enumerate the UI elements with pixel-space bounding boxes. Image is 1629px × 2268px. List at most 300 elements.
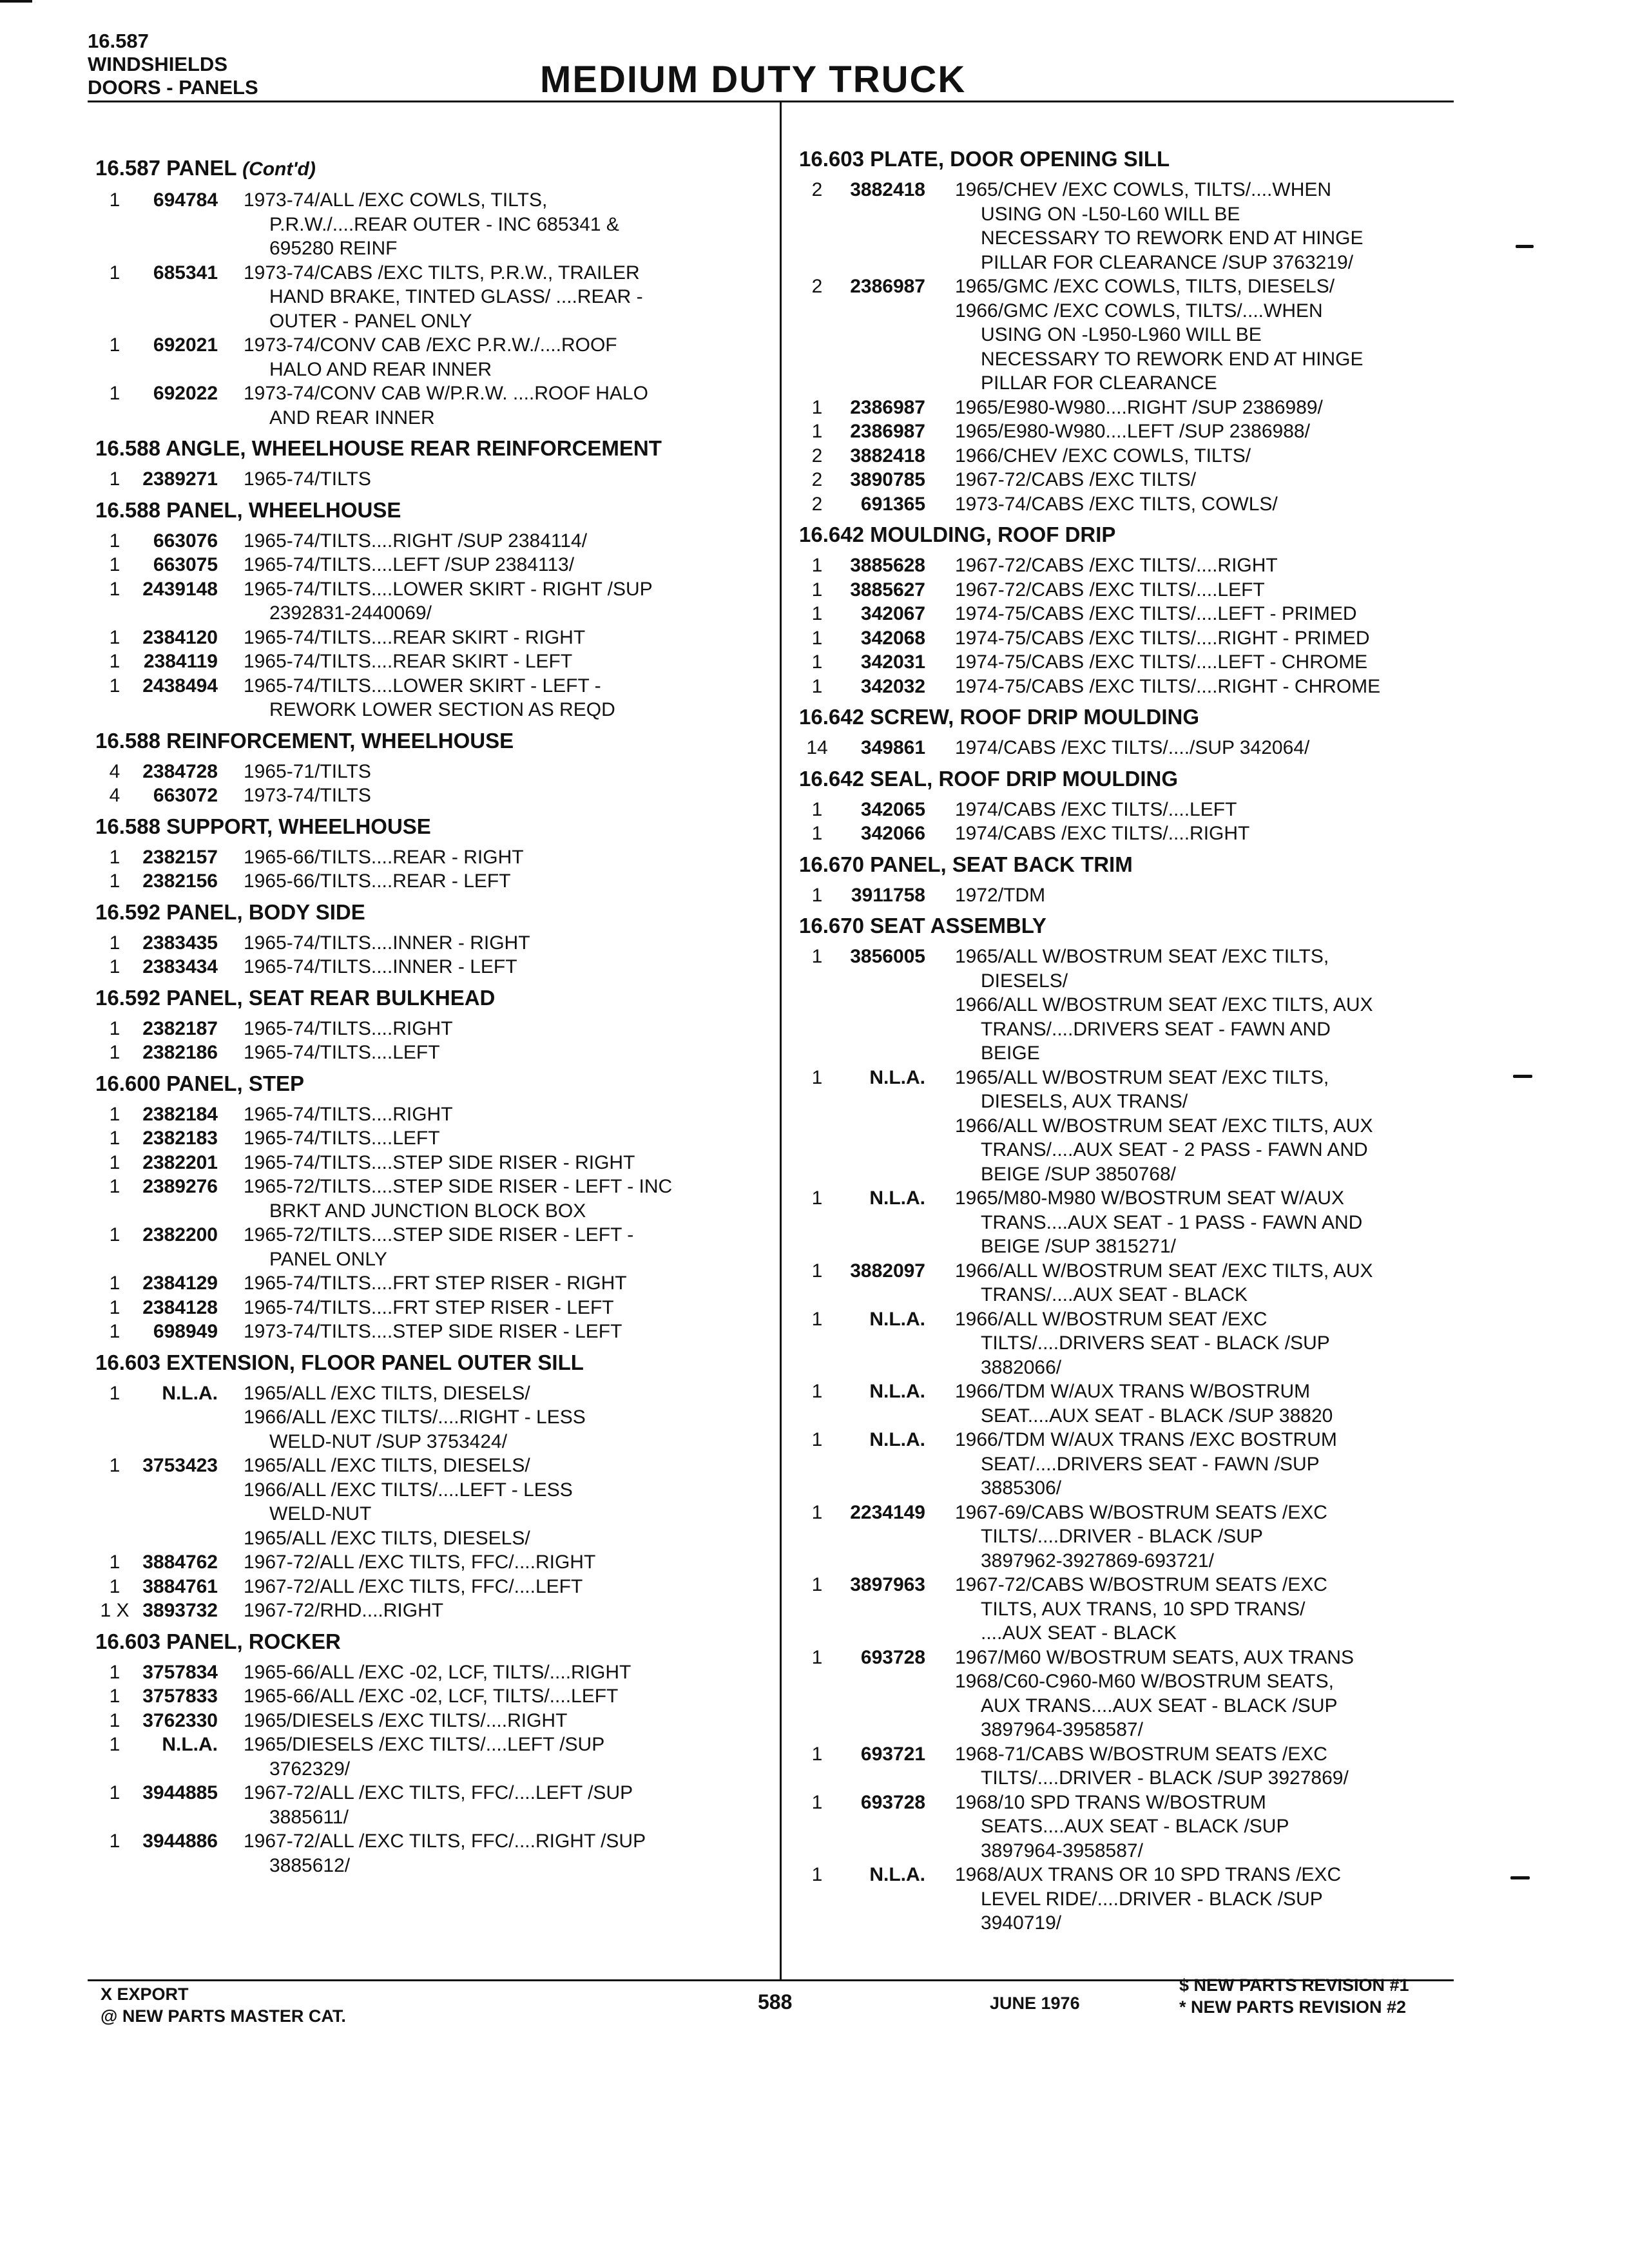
description-line: TILTS/....DRIVER - BLACK /SUP — [981, 1526, 1263, 1547]
part-quantity: 1 — [811, 555, 823, 576]
part-quantity: 4 — [109, 785, 120, 806]
part-number: 2382200 — [142, 1224, 218, 1245]
part-description — [218, 845, 772, 870]
part-number: 342032 — [860, 675, 925, 697]
description-line: PILLAR FOR CLEARANCE /SUP 3763219/ — [981, 251, 1354, 273]
part-number: 3944886 — [142, 1831, 218, 1852]
part-description — [218, 1575, 772, 1599]
part-row — [799, 883, 1456, 908]
section-title: 16.603 EXTENSION, FLOOR PANEL OUTER SILL — [95, 1350, 584, 1374]
part-number: 2386987 — [850, 421, 925, 442]
part-quantity: 1 — [811, 1743, 823, 1765]
description-line: 1965-66/ALL /EXC -02, LCF, TILTS/....RIGHT — [244, 1661, 631, 1683]
part-row — [799, 1573, 1456, 1646]
section-title: 16.587 PANEL — [95, 156, 236, 180]
part-row — [95, 333, 772, 381]
part-row — [799, 1379, 1456, 1428]
part-row — [799, 1066, 1456, 1187]
part-number: 3944885 — [142, 1782, 218, 1803]
description-line: 1965-66/TILTS....REAR - RIGHT — [244, 846, 524, 868]
description-line: 1966/ALL W/BOSTRUM SEAT /EXC TILTS, AUX — [955, 1115, 1373, 1137]
description-line: LEVEL RIDE/....DRIVER - BLACK /SUP — [981, 1888, 1323, 1910]
part-row — [95, 1829, 772, 1878]
part-description — [925, 1186, 1456, 1259]
part-number: 342068 — [860, 627, 925, 649]
part-row — [799, 602, 1456, 626]
description-line: 1973-74/CONV CAB W/P.R.W. ....ROOF HALO — [244, 383, 648, 404]
part-row — [95, 529, 772, 553]
part-quantity: 1 — [811, 823, 823, 844]
part-row — [799, 1186, 1456, 1259]
part-description — [218, 955, 772, 979]
part-number: 3884762 — [142, 1552, 218, 1573]
part-description — [925, 1259, 1456, 1307]
part-row — [799, 1428, 1456, 1501]
part-quantity: 1 — [109, 262, 120, 284]
section-heading — [95, 155, 772, 183]
part-quantity: 1 — [109, 1709, 120, 1731]
description-line: 1965/DIESELS /EXC TILTS/....LEFT /SUP — [244, 1734, 605, 1755]
part-description — [925, 650, 1456, 675]
part-description — [218, 626, 772, 650]
part-description — [925, 675, 1456, 699]
section-title: 16.600 PANEL, STEP — [95, 1071, 305, 1095]
description-line: 1974-75/CABS /EXC TILTS/....RIGHT - PRIMED — [955, 627, 1370, 649]
part-description — [218, 1175, 772, 1223]
part-description — [925, 468, 1456, 492]
part-quantity: 1 — [109, 1686, 120, 1707]
section-title: 16.588 PANEL, WHEELHOUSE — [95, 497, 401, 522]
part-description — [925, 1428, 1456, 1501]
description-line: AUX TRANS....AUX SEAT - BLACK /SUP — [981, 1695, 1338, 1716]
part-number: 3890785 — [850, 469, 925, 490]
part-description — [218, 1151, 772, 1175]
part-row — [95, 1709, 772, 1733]
part-quantity: 4 — [109, 760, 120, 782]
part-quantity: 1 — [109, 675, 120, 697]
part-row — [95, 869, 772, 894]
description-line: 1966/ALL /EXC TILTS/....LEFT - LESS — [244, 1479, 573, 1501]
catalog-section — [95, 435, 772, 492]
part-row — [95, 1223, 772, 1271]
part-description — [925, 945, 1456, 1066]
section-title: 16.592 PANEL, BODY SIDE — [95, 899, 365, 924]
part-number: 2438494 — [142, 675, 218, 697]
part-quantity: 1 — [109, 1103, 120, 1125]
part-row — [799, 1863, 1456, 1936]
part-quantity: 1 — [811, 603, 823, 624]
part-quantity: 1 — [811, 1066, 823, 1088]
description-line: HAND BRAKE, TINTED GLASS/ ....REAR - — [269, 286, 643, 307]
description-line: 1967-72/CABS /EXC TILTS/....RIGHT — [955, 555, 1278, 576]
description-line: 1965/ALL /EXC TILTS, DIESELS/ — [244, 1382, 530, 1404]
part-row — [95, 1151, 772, 1175]
part-number: 685341 — [153, 262, 218, 284]
part-description — [925, 602, 1456, 626]
description-line: 1967/M60 W/BOSTRUM SEATS, AUX TRANS — [955, 1646, 1354, 1668]
description-line: SEATS....AUX SEAT - BLACK /SUP — [981, 1816, 1289, 1837]
part-description — [925, 1307, 1456, 1380]
description-line: 1966/CHEV /EXC COWLS, TILTS/ — [955, 445, 1251, 466]
part-quantity: 1 — [811, 1381, 823, 1402]
part-row — [95, 1381, 772, 1454]
section-title: 16.592 PANEL, SEAT REAR BULKHEAD — [95, 985, 496, 1010]
catalog-section — [95, 985, 772, 1065]
part-number: 3757834 — [142, 1661, 218, 1683]
part-row — [95, 674, 772, 722]
part-row — [799, 675, 1456, 699]
catalog-section — [799, 851, 1456, 908]
part-row — [95, 261, 772, 334]
section-heading — [95, 985, 772, 1012]
part-row — [799, 626, 1456, 651]
section-title: 16.588 REINFORCEMENT, WHEELHOUSE — [95, 728, 514, 753]
description-line: 3885611/ — [269, 1806, 349, 1828]
part-description — [925, 444, 1456, 468]
part-description — [218, 467, 772, 492]
section-heading — [95, 1070, 772, 1097]
part-row — [95, 1041, 772, 1065]
part-row — [799, 396, 1456, 420]
part-quantity: 1 — [811, 946, 823, 967]
description-line: 1966/ALL W/BOSTRUM SEAT /EXC TILTS, AUX — [955, 1260, 1373, 1282]
part-row — [95, 1733, 772, 1781]
part-row — [95, 1175, 772, 1223]
section-heading — [95, 899, 772, 926]
part-row — [799, 736, 1456, 760]
description-line: 1965-74/TILTS....FRT STEP RISER - LEFT — [244, 1296, 614, 1318]
part-row — [799, 1307, 1456, 1380]
description-line: 1968/10 SPD TRANS W/BOSTRUM — [955, 1791, 1266, 1813]
part-quantity: 1 — [109, 1552, 120, 1573]
legend-master-cat: @ NEW PARTS MASTER CAT. — [101, 2006, 346, 2026]
part-number: 2384129 — [142, 1273, 218, 1294]
part-quantity: 1 — [811, 1260, 823, 1282]
part-number: N.L.A. — [162, 1734, 218, 1755]
description-line: TRANS....AUX SEAT - 1 PASS - FAWN AND — [981, 1211, 1363, 1233]
part-quantity: 1 — [109, 956, 120, 977]
catalog-section — [95, 497, 772, 722]
revision-tick-mark — [1516, 245, 1534, 248]
part-description — [925, 736, 1456, 760]
section-title: 16.642 MOULDING, ROOF DRIP — [799, 523, 1116, 546]
part-number: 3757833 — [142, 1686, 218, 1707]
part-row — [799, 274, 1456, 396]
part-number: N.L.A. — [869, 1066, 925, 1088]
description-line: 1965/M80-M980 W/BOSTRUM SEAT W/AUX — [955, 1187, 1345, 1209]
section-title: 16.670 SEAT ASSEMBLY — [799, 914, 1046, 937]
description-line: 1973-74/ALL /EXC COWLS, TILTS, — [244, 189, 548, 211]
description-line: 1967-72/CABS W/BOSTRUM SEATS /EXC — [955, 1574, 1327, 1595]
part-number: 3753423 — [142, 1455, 218, 1476]
section-title: 16.588 ANGLE, WHEELHOUSE REAR REINFORCEMENT — [95, 436, 662, 460]
part-row — [95, 845, 772, 870]
part-number: 2384119 — [143, 651, 218, 672]
part-description — [218, 931, 772, 956]
part-quantity: 1 — [811, 579, 823, 601]
part-description — [218, 381, 772, 430]
part-number: 342066 — [860, 823, 925, 844]
part-description — [218, 553, 772, 577]
catalog-section — [799, 704, 1456, 760]
part-quantity: 2 — [811, 445, 823, 466]
part-row — [799, 798, 1456, 822]
description-line: 1974/CABS /EXC TILTS/....RIGHT — [955, 823, 1250, 844]
part-description — [218, 1041, 772, 1065]
part-quantity: 2 — [811, 179, 823, 200]
part-row — [95, 1781, 772, 1829]
part-number: 2389271 — [142, 468, 218, 490]
part-quantity: 1 — [811, 1791, 823, 1813]
description-line: 1965-71/TILTS — [244, 760, 371, 782]
part-row — [95, 1296, 772, 1320]
part-number: 2383434 — [142, 956, 218, 977]
part-description — [925, 274, 1456, 396]
description-line: 1966/TDM W/AUX TRANS /EXC BOSTRUM — [955, 1429, 1337, 1450]
description-line: 1965-74/TILTS....REAR SKIRT - LEFT — [244, 651, 573, 672]
part-quantity: 1 — [811, 627, 823, 649]
part-row — [799, 178, 1456, 274]
part-quantity: 1 — [109, 554, 120, 575]
part-row — [95, 626, 772, 650]
part-number: 3911758 — [851, 884, 925, 906]
part-quantity: 1 — [811, 651, 823, 673]
part-description — [218, 1320, 772, 1344]
description-line: TRANS/....AUX SEAT - 2 PASS - FAWN AND — [981, 1139, 1368, 1160]
part-number: 693728 — [860, 1646, 925, 1668]
part-number: 3885628 — [850, 555, 925, 576]
page-number: 588 — [758, 1990, 793, 2013]
part-quantity: 1 X — [100, 1600, 130, 1621]
part-quantity: 1 — [109, 189, 120, 211]
part-description — [925, 419, 1456, 444]
description-line: 3940719/ — [981, 1912, 1062, 1934]
part-number: 3885627 — [850, 579, 925, 601]
part-quantity: 2 — [811, 276, 823, 297]
part-description — [925, 1066, 1456, 1187]
part-quantity: 1 — [811, 421, 823, 442]
part-number: 3893732 — [142, 1600, 218, 1621]
part-row — [95, 931, 772, 956]
part-row — [799, 1646, 1456, 1742]
part-quantity: 1 — [109, 870, 120, 892]
description-line: 1967-72/ALL /EXC TILTS, FFC/....LEFT /SUP — [244, 1782, 633, 1803]
description-line: 1972/TDM — [955, 884, 1046, 906]
part-description — [925, 396, 1456, 420]
part-number: 663076 — [153, 530, 218, 552]
part-number: 3882418 — [850, 179, 925, 200]
part-number: 698949 — [153, 1321, 218, 1342]
description-line: BEIGE — [981, 1043, 1040, 1064]
section-heading — [799, 765, 1456, 793]
description-line: 1965-74/TILTS....RIGHT /SUP 2384114/ — [244, 530, 588, 552]
description-line: ....AUX SEAT - BLACK — [981, 1622, 1177, 1644]
part-quantity: 1 — [109, 1151, 120, 1173]
part-quantity: 1 — [109, 1382, 120, 1404]
description-line: 1966/GMC /EXC COWLS, TILTS/....WHEN — [955, 300, 1323, 322]
part-number: 2382184 — [142, 1103, 218, 1125]
part-number: 2389276 — [142, 1176, 218, 1197]
part-quantity: 1 — [109, 626, 120, 648]
description-line: 1965/DIESELS /EXC TILTS/....RIGHT — [244, 1709, 568, 1731]
part-quantity: 1 — [811, 1187, 823, 1209]
catalog-section — [799, 765, 1456, 846]
revision-tick-mark — [1510, 1876, 1530, 1879]
part-row — [95, 577, 772, 626]
catalog-section — [95, 155, 772, 430]
part-number: 342067 — [860, 603, 925, 624]
part-number: 2383435 — [142, 932, 218, 954]
part-description — [218, 577, 772, 626]
part-quantity: 1 — [811, 798, 823, 820]
part-quantity: 1 — [811, 1429, 823, 1450]
part-number: 693728 — [860, 1791, 925, 1813]
description-line: OUTER - PANEL ONLY — [269, 310, 472, 332]
part-row — [799, 578, 1456, 602]
catalog-section — [799, 521, 1456, 698]
part-description — [218, 1829, 772, 1878]
part-row — [799, 419, 1456, 444]
section-title: 16.642 SCREW, ROOF DRIP MOULDING — [799, 705, 1200, 729]
page-title: MEDIUM DUTY TRUCK — [540, 59, 967, 101]
description-line: 1965/ALL W/BOSTRUM SEAT /EXC TILTS, — [955, 1066, 1329, 1088]
part-row — [95, 553, 772, 577]
description-line: WELD-NUT — [269, 1503, 372, 1524]
section-heading — [799, 851, 1456, 878]
section-heading — [799, 912, 1456, 939]
part-quantity: 1 — [109, 1273, 120, 1294]
part-description — [218, 783, 772, 808]
footer-legend-right — [1179, 1974, 1409, 2018]
right-column — [799, 146, 1456, 1941]
part-row — [95, 1550, 772, 1575]
footer-legend-left — [101, 1983, 346, 2027]
description-line: 695280 REINF — [269, 238, 398, 259]
part-number: 2382187 — [142, 1017, 218, 1039]
description-line: TILTS, AUX TRANS, 10 SPD TRANS/ — [981, 1598, 1306, 1620]
description-line: 3885612/ — [269, 1854, 351, 1876]
description-line: 1965-74/TILTS....RIGHT — [244, 1103, 453, 1125]
description-line: 1965-72/TILTS....STEP SIDE RISER - LEFT - — [244, 1224, 634, 1245]
description-line: TILTS/....DRIVERS SEAT - BLACK /SUP — [981, 1332, 1330, 1354]
description-line: 1965-72/TILTS....STEP SIDE RISER - LEFT - INC — [244, 1176, 673, 1197]
part-quantity: 1 — [811, 1501, 823, 1523]
description-line: 1973-74/TILTS — [244, 785, 371, 806]
part-description — [218, 1660, 772, 1685]
part-row — [95, 760, 772, 784]
catalog-section — [95, 1349, 772, 1623]
part-description — [218, 869, 772, 894]
description-line: 1974/CABS /EXC TILTS/..../SUP 342064/ — [955, 737, 1310, 758]
catalog-section — [799, 146, 1456, 516]
part-row — [95, 1271, 772, 1296]
part-row — [95, 188, 772, 261]
description-line: AND REAR INNER — [269, 407, 435, 428]
part-description — [218, 1781, 772, 1829]
part-row — [799, 650, 1456, 675]
part-row — [95, 649, 772, 674]
description-line: 1965/E980-W980....LEFT /SUP 2386988/ — [955, 421, 1310, 442]
part-description — [218, 649, 772, 674]
part-number: 2382183 — [142, 1128, 218, 1149]
part-row — [799, 1742, 1456, 1791]
section-heading — [95, 727, 772, 754]
part-number: 2384128 — [142, 1296, 218, 1318]
part-row — [799, 492, 1456, 517]
part-row — [799, 444, 1456, 468]
part-quantity: 1 — [109, 468, 120, 490]
header-section-number: 16.587 — [88, 30, 149, 52]
part-quantity: 1 — [109, 1321, 120, 1342]
description-line: 1973-74/CONV CAB /EXC P.R.W./....ROOF — [244, 334, 617, 356]
part-row — [95, 783, 772, 808]
part-description — [218, 188, 772, 261]
part-row — [95, 1126, 772, 1151]
description-line: 3882066/ — [981, 1356, 1062, 1378]
part-number: 663075 — [153, 554, 218, 575]
description-line: 1965/CHEV /EXC COWLS, TILTS/....WHEN — [955, 179, 1332, 200]
description-line: 1965-74/TILTS....RIGHT — [244, 1017, 453, 1039]
part-description — [925, 1379, 1456, 1428]
catalog-section — [95, 1628, 772, 1878]
description-line: 1965/ALL /EXC TILTS, DIESELS/ — [244, 1455, 530, 1476]
part-description — [925, 1863, 1456, 1936]
catalog-section — [95, 1070, 772, 1344]
part-description — [218, 529, 772, 553]
section-title: 16.670 PANEL, SEAT BACK TRIM — [799, 852, 1133, 876]
section-heading — [95, 1628, 772, 1655]
part-number: 2439148 — [142, 578, 218, 600]
left-column — [95, 155, 772, 1883]
part-row — [95, 1599, 772, 1623]
part-description — [925, 1646, 1456, 1742]
part-description — [925, 492, 1456, 517]
section-heading — [95, 1349, 772, 1376]
revision-tick-mark — [1513, 1075, 1532, 1078]
description-line: BRKT AND JUNCTION BLOCK BOX — [269, 1200, 586, 1222]
part-quantity: 1 — [109, 651, 120, 672]
description-line: 1967-72/CABS /EXC TILTS/....LEFT — [955, 579, 1265, 601]
part-description — [925, 1742, 1456, 1791]
part-description — [218, 1102, 772, 1127]
section-title-note: (Cont'd) — [242, 159, 316, 180]
part-row — [95, 955, 772, 979]
part-number: N.L.A. — [162, 1382, 218, 1404]
part-description — [218, 1271, 772, 1296]
part-number: 3897963 — [850, 1574, 925, 1595]
description-line: 3762329/ — [269, 1758, 351, 1780]
legend-revision-2: * NEW PARTS REVISION #2 — [1179, 1997, 1407, 2017]
description-line: 1965-74/TILTS....LEFT /SUP 2384113/ — [244, 554, 575, 575]
part-description — [218, 1709, 772, 1733]
part-description — [925, 822, 1456, 846]
section-heading — [95, 497, 772, 524]
legend-export: X EXPORT — [101, 1984, 189, 2004]
catalog-section — [799, 912, 1456, 1936]
description-line: 1968-71/CABS W/BOSTRUM SEATS /EXC — [955, 1743, 1327, 1765]
description-line: TILTS/....DRIVER - BLACK /SUP 3927869/ — [981, 1767, 1349, 1789]
part-number: N.L.A. — [869, 1429, 925, 1450]
part-number: 2386987 — [850, 276, 925, 297]
part-description — [925, 626, 1456, 651]
description-line: 1965-74/TILTS....INNER - LEFT — [244, 956, 517, 977]
part-quantity: 1 — [109, 334, 120, 356]
description-line: 1967-69/CABS W/BOSTRUM SEATS /EXC — [955, 1501, 1327, 1523]
part-number: 692022 — [153, 383, 218, 404]
description-line: USING ON -L50-L60 WILL BE — [981, 203, 1240, 225]
column-divider — [780, 102, 782, 1979]
catalog-section — [95, 899, 772, 979]
